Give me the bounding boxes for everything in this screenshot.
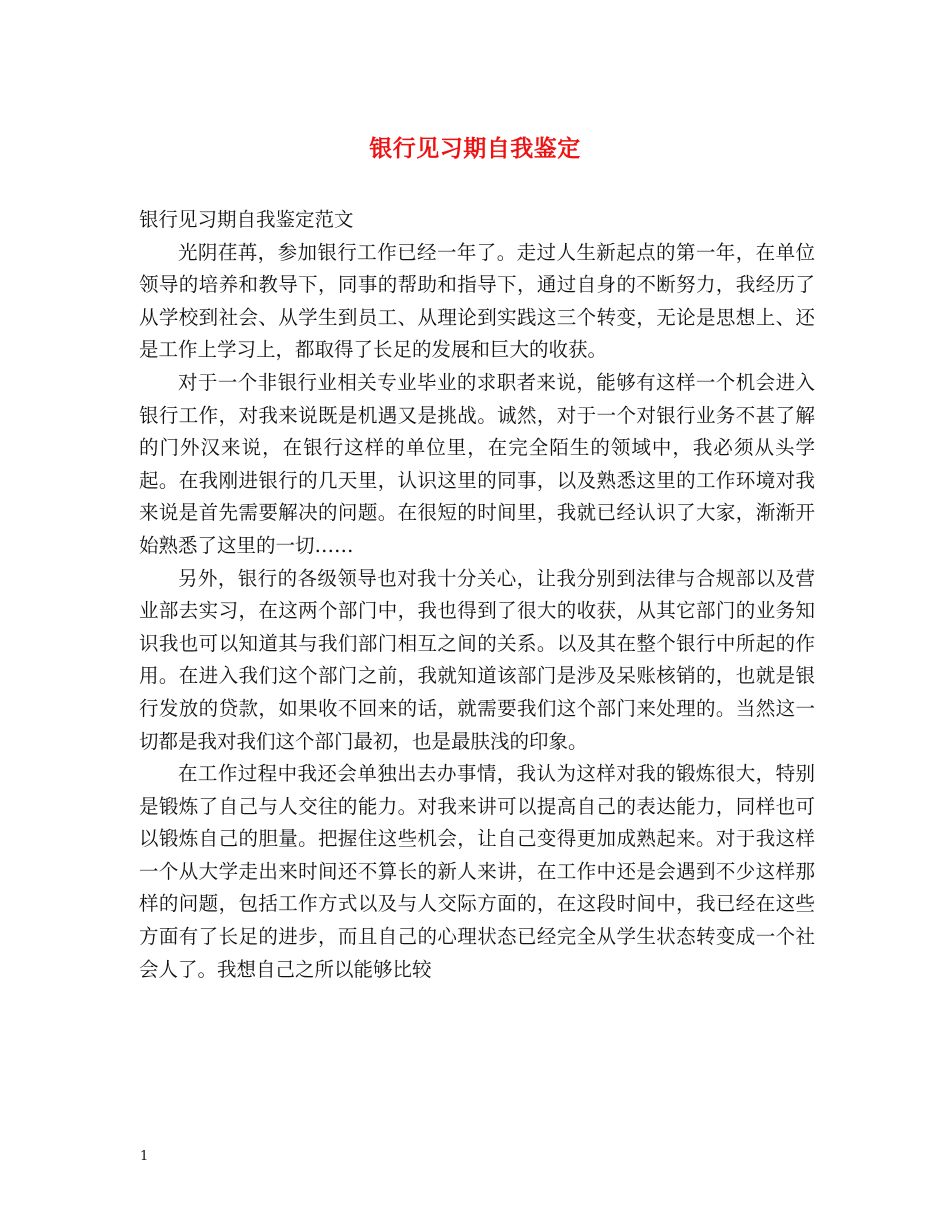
body-paragraph: 在工作过程中我还会单独出去办事情，我认为这样对我的锻炼很大，特别是锻炼了自己与人交往的能力。对我来讲可以提高自己的表达能力，同样也可以锻炼自己的胆量。把握住这些机会，让自己变得更加成熟起来。对于我这样一个从大学走出来时间还不算长的新人来讲，在工作中还是会遇到不少这样那样的问题，包括工作方式以及与人交际方面的，在这段时间中，我已经在这些方面有了长足的进步，而且自己的心理状态已经完全从学生状态转变成一个社会人了。我想自己之所以能够比较 bbox=[139, 762, 815, 981]
body-paragraph: 光阴荏苒，参加银行工作已经一年了。走过人生新起点的第一年，在单位领导的培养和教导下，同事的帮助和指导下，通过自身的不断努力，我经历了从学校到社会、从学生到员工、从理论到实践这三个转变，无论是思想上、还是工作上学习上，都取得了长足的发展和巨大的收获。 bbox=[139, 240, 815, 362]
page-number: 1 bbox=[140, 1149, 149, 1164]
document-title: 银行见习期自我鉴定 bbox=[369, 135, 581, 162]
document-body bbox=[139, 204, 815, 986]
document-subtitle: 银行见习期自我鉴定范文 bbox=[139, 208, 354, 231]
body-paragraph: 另外，银行的各级领导也对我十分关心，让我分别到法律与合规部以及营业部去实习，在这两个部门中，我也得到了很大的收获，从其它部门的业务知识我也可以知道其与我们部门相互之间的关系。以及其在整个银行中所起的作用。在进入我们这个部门之前，我就知道该部门是涉及呆账核销的，也就是银行发放的贷款，如果收不回来的话，就需要我们这个部门来处理的。当然这一切都是我对我们这个部门最初，也是最肤浅的印象。 bbox=[139, 566, 815, 753]
body-paragraph: 对于一个非银行业相关专业毕业的求职者来说，能够有这样一个机会进入银行工作，对我来说既是机遇又是挑战。诚然，对于一个对银行业务不甚了解的门外汉来说，在银行这样的单位里，在完全陌生的领域中，我必须从头学起。在我刚进银行的几天里，认识这里的同事，以及熟悉这里的工作环境对我来说是首先需要解决的问题。在很短的时间里，我就已经认识了大家，渐渐开始熟悉了这里的一切…… bbox=[139, 370, 815, 557]
